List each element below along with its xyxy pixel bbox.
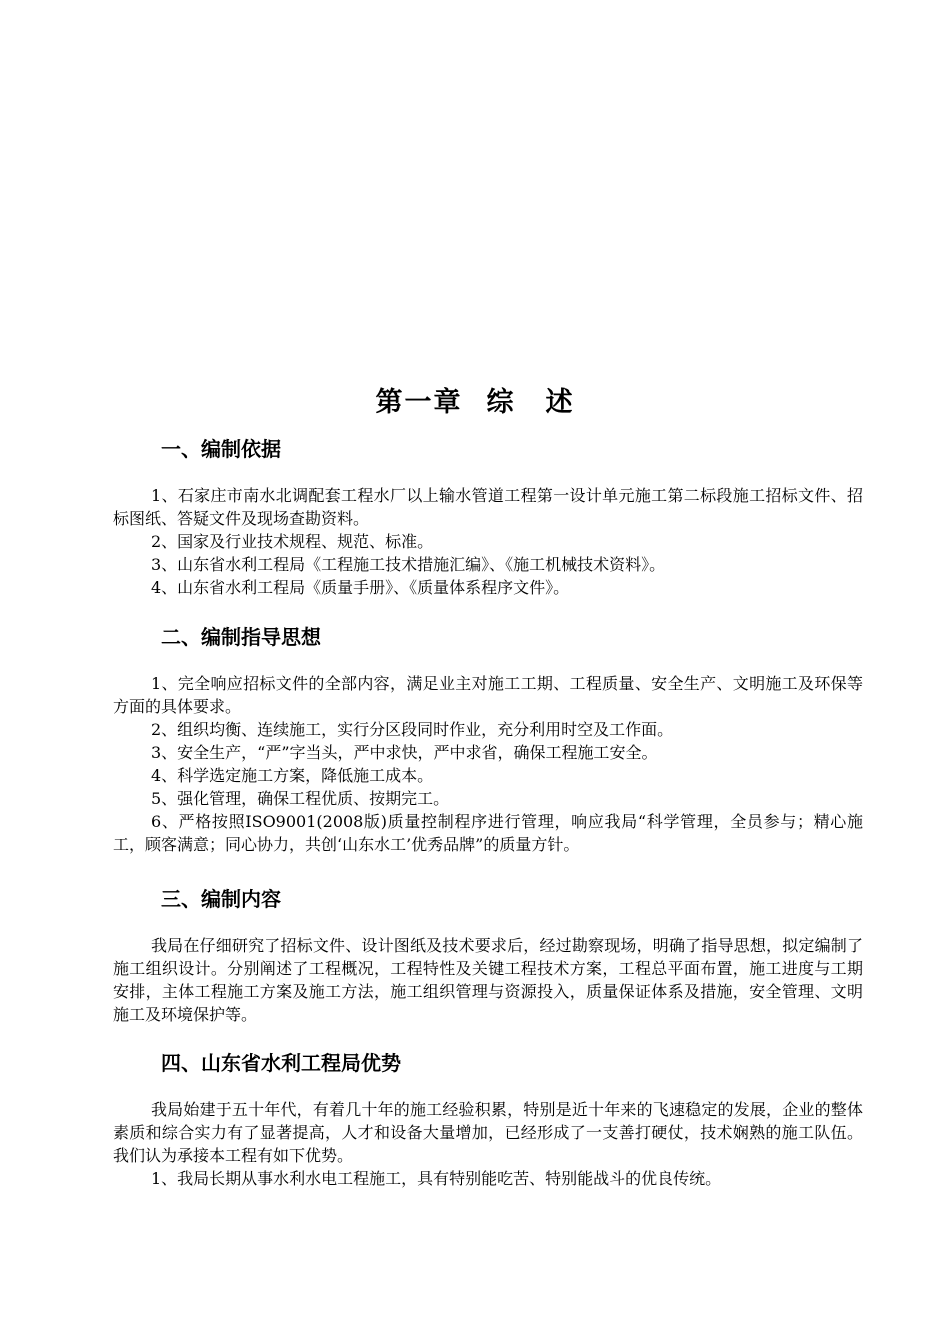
section-guiding-ideas xyxy=(113,622,863,856)
paragraph: 1、石家庄市南水北调配套工程水厂以上输水管道工程第一设计单元施工第二标段施工招标文件、招标图纸、答疑文件及现场查勘资料。 xyxy=(113,486,863,528)
chapter-title xyxy=(0,380,950,419)
paragraph: 5、强化管理，确保工程优质、按期完工。 xyxy=(151,789,450,808)
section-advantages xyxy=(113,1048,863,1190)
section-heading: 一、编制依据 xyxy=(161,437,281,461)
paragraph: 6、严格按照ISO9001(2008版)质量控制程序进行管理，响应我局“科学管理，全员参与；精心施工，顾客满意；同心协力，共创‘山东水工’优秀品牌”的质量方针。 xyxy=(113,812,863,854)
section-heading: 四、山东省水利工程局优势 xyxy=(161,1051,401,1075)
paragraph: 4、山东省水利工程局《质量手册》、《质量体系程序文件》。 xyxy=(151,578,570,597)
section-heading: 三、编制内容 xyxy=(161,887,281,911)
paragraph: 3、安全生产，“严”字当头，严中求快，严中求省，确保工程施工安全。 xyxy=(151,743,658,762)
paragraph: 1、我局长期从事水利水电工程施工，具有特别能吃苦、特别能战斗的优良传统。 xyxy=(151,1169,722,1188)
section-basis xyxy=(113,434,863,599)
paragraph: 我局始建于五十年代，有着几十年的施工经验积累，特别是近十年来的飞速稳定的发展，企业的整体素质和综合实力有了显著提高，人才和设备大量增加，已经形成了一支善打硬仗，技术娴熟的施工队伍。我们认为承接本工程有如下优势。 xyxy=(113,1100,863,1165)
paragraph: 1、完全响应招标文件的全部内容，满足业主对施工工期、工程质量、安全生产、文明施工及环保等方面的具体要求。 xyxy=(113,674,863,716)
chapter-number: 第一章 xyxy=(375,387,463,418)
chapter-word-2: 述 xyxy=(545,387,575,418)
chapter-word-1: 综 xyxy=(486,387,516,418)
paragraph: 2、国家及行业技术规程、规范、标准。 xyxy=(151,532,434,551)
paragraph: 我局在仔细研究了招标文件、设计图纸及技术要求后，经过勘察现场，明确了指导思想，拟定编制了施工组织设计。分别阐述了工程概况，工程特性及关键工程技术方案，工程总平面布置，施工进度与工期安排，主体工程施工方案及施工方法，施工组织管理与资源投入，质量保证体系及措施，安全管理、文明施工及环境保护等。 xyxy=(113,936,863,1024)
section-content xyxy=(113,884,863,1026)
section-heading: 二、编制指导思想 xyxy=(161,625,321,649)
paragraph: 3、山东省水利工程局《工程施工技术措施汇编》、《施工机械技术资料》。 xyxy=(151,555,666,574)
paragraph: 4、科学选定施工方案，降低施工成本。 xyxy=(151,766,434,785)
paragraph: 2、组织均衡、连续施工，实行分区段同时作业，充分利用时空及工作面。 xyxy=(151,720,674,739)
